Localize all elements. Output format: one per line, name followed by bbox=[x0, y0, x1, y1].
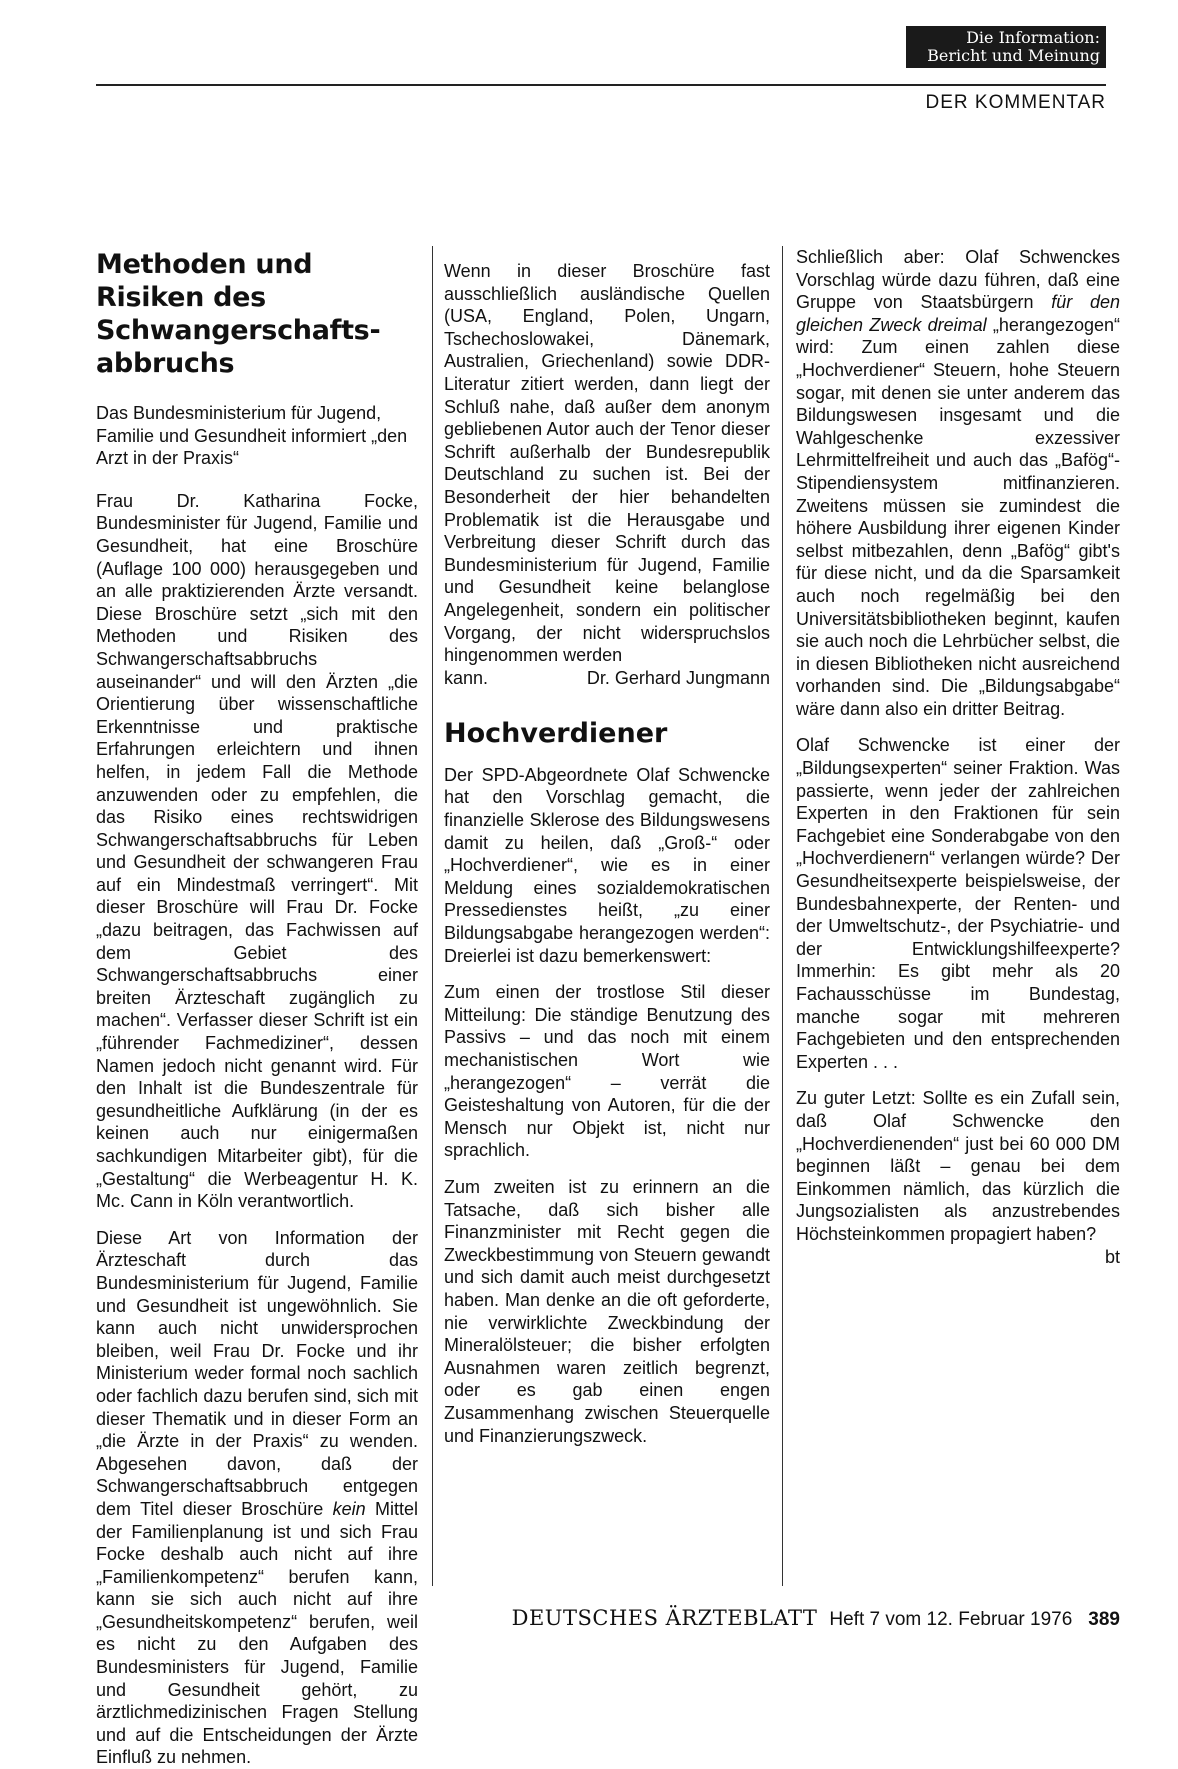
article-1-paragraph-2: Diese Art von Information der Ärzteschaft durch das Bundesministerium für Jugend, Familie und Gesundheit ist ungewöhnlich. Sie kann auch nicht unwidersprochen bleiben, weil Frau Dr. Focke und ihr Ministerium weder formal noch sachlich oder fachlich dazu berufen sind, sich mit dieser Thematik und in dieser Form an „die Ärzte in der Praxis“ zu wenden. Abgesehen davon, daß der Schwangerschaftsabbruch entgegen dem Titel dieser Broschüre kein Mittel der Familienplanung ist und sich Frau Focke deshalb auch nicht auf ihre „Familienkompetenz“ berufen kann, kann sie sich auch nicht auf ihre „Gesundheitskompetenz“ berufen, weil es nicht zu den Aufgaben des Bundesministers für Jugend, Familie und Gesundheit gehört, zu ärztlichmedizinischen Fragen Stellung und auf die Entscheidungen der Ärzte Einfluß zu nehmen. bbox=[96, 1227, 419, 1768]
article-2-title: Hochverdiener bbox=[444, 718, 668, 750]
section-badge bbox=[906, 26, 1106, 68]
article-2-paragraph-3: Zum zweiten ist zu erinnern an die Tatsache, daß sich bisher alle Finanzminister mit Recht gegen die Zweckbestimmung von Steuern gewandt und sich damit auch meist durchgesetzt haben. Man denke an die oft geforderte, nie verwirklichte Zweckbindung der Mineralölsteuer; die bisher erfolgten Ausnahmen waren zeitlich begrenzt, oder es gab einen engen Zusammenhang zwischen Steuerquelle und Finanzierungszweck. bbox=[444, 1176, 770, 1446]
emphasis-kein: kein bbox=[332, 1498, 366, 1519]
article-1-last-word: kann. bbox=[444, 667, 489, 688]
issue-info: Heft 7 vom 12. Februar 1976 bbox=[829, 1609, 1073, 1630]
badge-line-2: Bericht und Meinung bbox=[927, 46, 1100, 65]
section-label: DER KOMMENTAR bbox=[925, 92, 1106, 113]
article-2-author: bt bbox=[1104, 1246, 1120, 1267]
column-divider-2 bbox=[782, 246, 783, 1586]
column-1 bbox=[96, 246, 418, 1769]
article-2-paragraph-2: Zum einen der trostlose Stil dieser Mitteilung: Die ständige Benutzung des Passivs – und das noch mit einem mechanistischen Wort wie „herangezogen“ – verrät die Geisteshaltung von Autoren, für die der Mensch nur Objekt ist, nicht nur sprachlich. bbox=[444, 982, 770, 1161]
article-1-paragraph-3: Wenn in dieser Broschüre fast ausschließlich ausländische Quellen (USA, England, Polen, Ungarn, Tschechoslowakei, Dänemark, Australien, Griechenland) sowie DDR-Literatur zitiert werden, dann liegt der Schluß nahe, daß außer dem anonym gebliebenen Autor auch der Tenor dieser Schrift außerhalb der Bundesrepublik Deutschland zu suchen ist. Bei der Besonderheit der hier behandelten Problematik ist die Herausgabe und Verbreitung dieser Schrift durch das Bundesministerium für Jugend, Familie und Gesundheit keine belanglose Angelegenheit, sondern ein politischer Vorgang, der nicht widerspruchslos hingenommen werden bbox=[444, 261, 770, 666]
badge-line-1: Die Information: bbox=[966, 28, 1100, 47]
article-1-title: Methoden und Risiken des Schwangerschaftsabbruchs bbox=[96, 249, 381, 379]
article-1-author: Dr. Gerhard Jungmann bbox=[586, 667, 770, 688]
article-2-paragraph-5: Olaf Schwencke ist einer der „Bildungsexperten“ seiner Fraktion. Was passierte, wenn jeder der zahlreichen Experten in den Fraktionen für sein Fachgebiet eine Sonderabgabe von den „Hochverdienern“ verlangen würde? Der Gesundheitsexperte beispielsweise, der Bundesbahnexperte, der Renten- und der Umweltschutz-, der Psychiatrie- und der Entwicklungshilfeexperte? Immerhin: Es gibt mehr als 20 Fachausschüsse im Bundestag, manche sogar mit mehreren Fachgebieten und den entsprechenden Experten . . . bbox=[796, 735, 1120, 1072]
header-rule bbox=[96, 84, 1106, 86]
article-2-paragraph-4: Schließlich aber: Olaf Schwenckes Vorschlag würde dazu führen, daß eine Gruppe von Staatsbürgern für den gleichen Zweck dreimal „herangezogen“ wird: Zum einen zahlen diese „Hochverdiener“ Steuern, hohe Steuern sogar, mit denen sie unter anderem das Bildungswesen insgesamt und die Wahlgeschenke exzessiver Lehrmittelfreiheit und auch das „Bafög“-Stipendiensystem mitfinanzieren. Zweitens müssen sie zumindest die höhere Ausbildung ihrer eigenen Kinder selbst mitbezahlen, denn „Bafög“ gibt's für diese nicht, und da die Sparsamkeit auch noch regelmäßig bei den Universitätsbibliotheken beginnt, kaufen sie auch noch die Lehrbücher selbst, die in diesen Bibliotheken nicht ausreichend vorhanden sind. Die „Bildungsabgabe“ wäre dann also ein dritter Beitrag. bbox=[796, 247, 1121, 719]
journal-name: DEUTSCHES ÄRZTEBLATT bbox=[511, 1606, 818, 1630]
page-number: 389 bbox=[1088, 1609, 1120, 1630]
column-2 bbox=[444, 246, 770, 1447]
article-1-subtitle: Das Bundesministerium für Jugend, Familie und Gesundheit informiert „den Arzt in der Praxis“ bbox=[96, 403, 408, 469]
page-footer bbox=[440, 1606, 1120, 1631]
article-2-paragraph-1: Der SPD-Abgeordnete Olaf Schwencke hat den Vorschlag gemacht, die finanzielle Sklerose des Bildungswesens damit zu heilen, daß „Groß-“ oder „Hochverdiener“, wie es in einer Meldung eines sozialdemokratischen Pressedienstes heißt, „zu einer Bildungsabgabe herangezogen werden“: Dreierlei ist dazu bemerkenswert: bbox=[444, 764, 770, 966]
article-2-paragraph-6: Zu guter Letzt: Sollte es ein Zufall sein, daß Olaf Schwencke den „Hochverdienenden“ just bei 60 000 DM beginnen läßt – genau bei dem Einkommen nämlich, das kürzlich die Jungsozialisten als anzustrebendes Höchsteinkommen propagiert haben? bbox=[796, 1088, 1120, 1244]
column-divider-1 bbox=[432, 246, 433, 1586]
article-1-signature-line bbox=[444, 667, 770, 690]
article-1-paragraph-1: Frau Dr. Katharina Focke, Bundesminister für Jugend, Familie und Gesundheit, hat eine Broschüre (Auflage 100 000) herausgegeben und an alle praktizierenden Ärzte versandt. Diese Broschüre setzt „sich mit den Methoden und Risiken des Schwangerschaftsabbruchs auseinander“ und will den Ärzten „die Orientierung über wissenschaftliche Erkenntnisse und praktische Erfahrungen erleichtern und ihnen helfen, in jedem Fall die Methode anzuwenden oder zu empfehlen, die das Risiko eines rechtswidrigen Schwangerschaftsabbruchs für Leben und Gesundheit der schwangeren Frau auf ein Mindestmaß verringert“. Mit dieser Broschüre will Frau Dr. Focke „dazu beitragen, das Fachwissen auf dem Gebiet des Schwangerschaftsabbruchs einer breiten Ärzteschaft zugänglich zu machen“. Verfasser dieser Schrift ist ein „führender Fachmediziner“, dessen Namen jedoch nicht genannt wird. Für den Inhalt ist die Bundeszentrale für gesundheitliche Aufklärung (in der es keinen auch nur einigermaßen sachkundigen Mitarbeiter gibt), für die „Gestaltung“ die Werbeagentur H. K. Mc. Cann in Köln verantwortlich. bbox=[96, 490, 418, 1212]
emphasis-dreimal: für den gleichen Zweck dreimal bbox=[796, 292, 1120, 335]
column-3 bbox=[796, 246, 1120, 1268]
